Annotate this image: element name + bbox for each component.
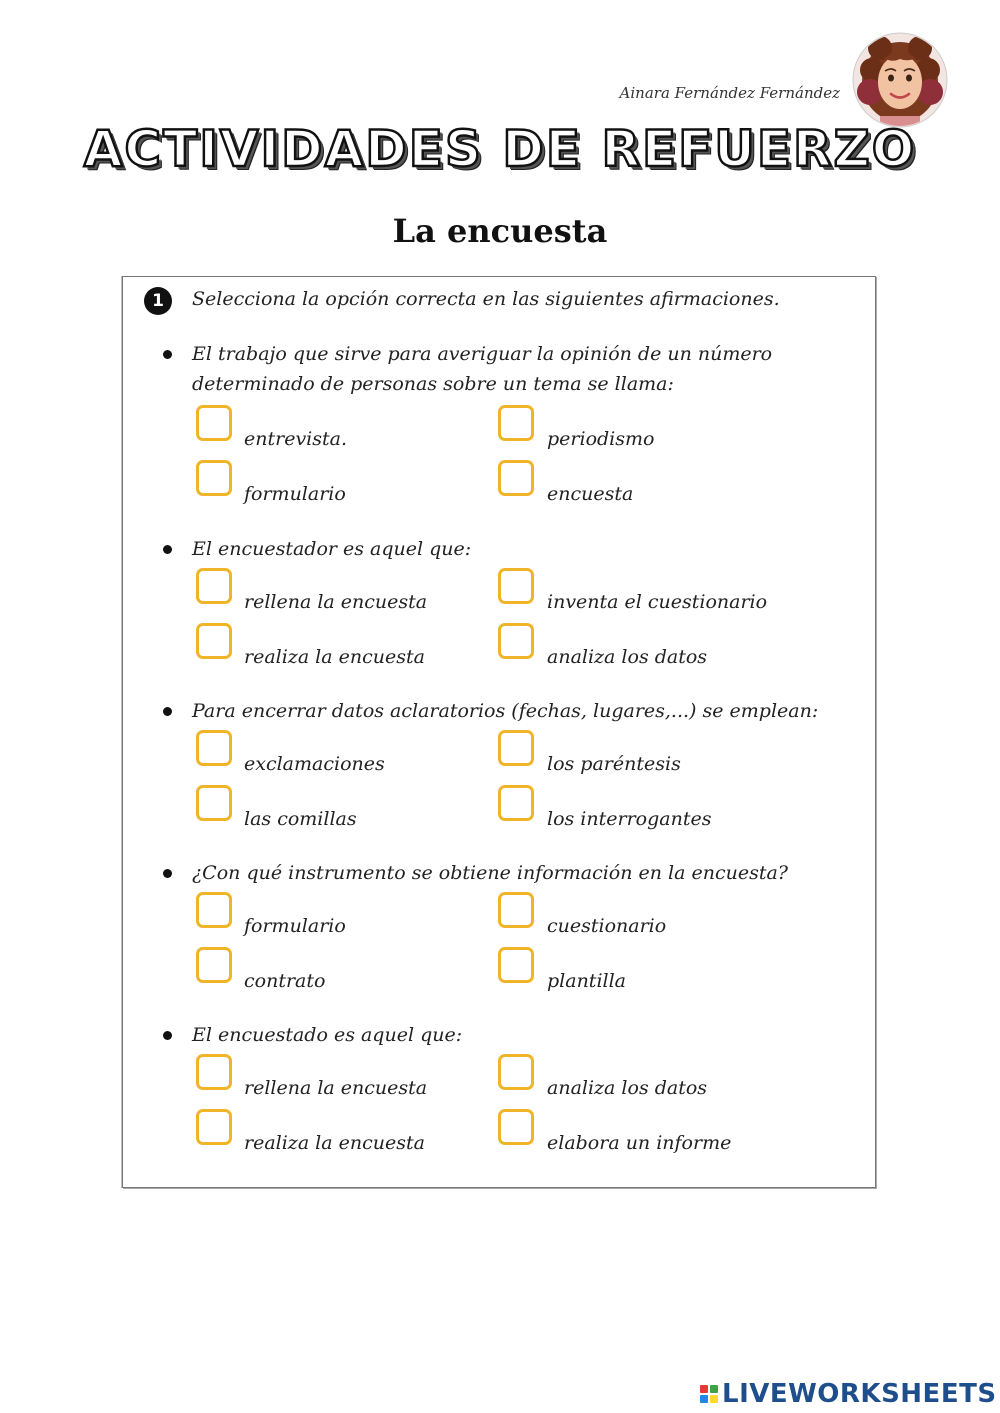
option-label: elabora un informe — [547, 1132, 732, 1154]
option-label: entrevista. — [244, 428, 348, 450]
option-checkbox[interactable] — [498, 460, 534, 496]
option-checkbox[interactable] — [498, 947, 534, 983]
option-checkbox[interactable] — [196, 785, 232, 821]
logo-text: LIVEWORKSHEETS — [722, 1379, 997, 1409]
option-label: formulario — [244, 915, 346, 937]
option-checkbox[interactable] — [498, 623, 534, 659]
option-label: los interrogantes — [547, 808, 712, 830]
option-checkbox[interactable] — [498, 785, 534, 821]
option-checkbox[interactable] — [498, 568, 534, 604]
option-label: los paréntesis — [547, 753, 681, 775]
question-bullet — [163, 707, 172, 716]
logo-square — [700, 1395, 708, 1403]
option-label: plantilla — [547, 970, 626, 992]
author-avatar — [850, 30, 950, 130]
option-label: las comillas — [244, 808, 357, 830]
option-checkbox[interactable] — [498, 730, 534, 766]
logo-square — [710, 1385, 718, 1393]
question-line: El trabajo que sirve para averiguar la opinión de un número — [192, 343, 773, 365]
option-label: periodismo — [547, 428, 655, 450]
option-checkbox[interactable] — [196, 460, 232, 496]
question-bullet — [163, 350, 172, 359]
question-line: El encuestado es aquel que: — [192, 1024, 463, 1046]
option-label: contrato — [244, 970, 326, 992]
option-checkbox[interactable] — [196, 730, 232, 766]
option-label: cuestionario — [547, 915, 667, 937]
option-checkbox[interactable] — [196, 892, 232, 928]
question-text — [192, 858, 862, 888]
option-label: inventa el cuestionario — [547, 591, 768, 613]
option-label: realiza la encuesta — [244, 646, 425, 668]
worksheet-subtitle: La encuesta — [392, 212, 608, 250]
question-bullet — [163, 1031, 172, 1040]
option-checkbox[interactable] — [498, 405, 534, 441]
question-text — [192, 534, 862, 564]
option-checkbox[interactable] — [196, 1054, 232, 1090]
question-text — [192, 696, 862, 726]
question-text — [192, 1020, 862, 1050]
exercise-number-badge: 1 — [144, 287, 172, 315]
question-line: Para encerrar datos aclaratorios (fechas, lugares,...) se emplean: — [192, 700, 819, 722]
option-label: rellena la encuesta — [244, 591, 428, 613]
option-checkbox[interactable] — [196, 623, 232, 659]
logo-square — [710, 1395, 718, 1403]
option-label: analiza los datos — [547, 1077, 708, 1099]
option-label: realiza la encuesta — [244, 1132, 425, 1154]
option-label: encuesta — [547, 483, 634, 505]
question-bullet — [163, 545, 172, 554]
question-line: ¿Con qué instrumento se obtiene información en la encuesta? — [192, 862, 788, 884]
exercise-instruction: Selecciona la opción correcta en las siguientes afirmaciones. — [192, 288, 780, 310]
logo-grid-icon — [700, 1385, 718, 1403]
option-label: analiza los datos — [547, 646, 708, 668]
option-label: exclamaciones — [244, 753, 385, 775]
liveworksheets-logo[interactable] — [700, 1380, 997, 1408]
page-title: ACTIVIDADES DE REFUERZO — [83, 120, 917, 178]
question-line: El encuestador es aquel que: — [192, 538, 472, 560]
option-checkbox[interactable] — [196, 568, 232, 604]
question-text — [192, 339, 862, 399]
option-label: rellena la encuesta — [244, 1077, 428, 1099]
option-checkbox[interactable] — [498, 1109, 534, 1145]
option-label: formulario — [244, 483, 346, 505]
question-bullet — [163, 869, 172, 878]
logo-square — [700, 1385, 708, 1393]
author-name: Ainara Fernández Fernández — [619, 84, 840, 102]
option-checkbox[interactable] — [498, 892, 534, 928]
option-checkbox[interactable] — [196, 405, 232, 441]
option-checkbox[interactable] — [196, 1109, 232, 1145]
option-checkbox[interactable] — [498, 1054, 534, 1090]
option-checkbox[interactable] — [196, 947, 232, 983]
question-line: determinado de personas sobre un tema se llama: — [192, 373, 674, 395]
